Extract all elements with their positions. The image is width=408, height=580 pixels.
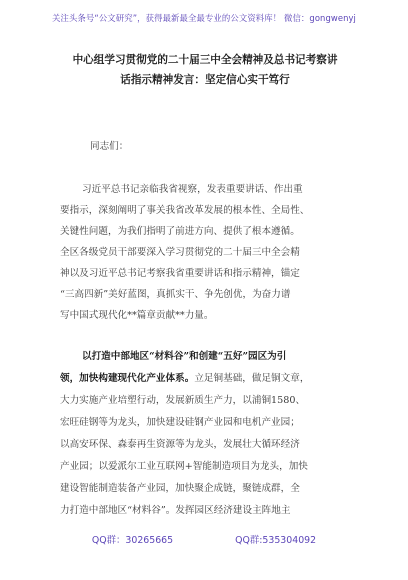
body-line: “三高四新”美好蓝图，真抓实干、争先创优，为奋力谱 xyxy=(60,289,291,300)
body-line: 建设智能制造装备产业园，加快聚企成链，聚链成群，全 xyxy=(60,483,300,494)
section-heading-line-2: 领，加快构建现代化产业体系。 xyxy=(60,373,195,384)
top-banner: 关注头条号“公文研究”，获得最新最全最专业的公文资料库！ 微信：gongwenyj xyxy=(52,13,356,23)
salutation: 同志们： xyxy=(90,141,129,152)
body-line: 全区各级党员干部要深入学习贯彻党的二十届三中全会精 xyxy=(60,247,300,258)
body-line: 关键性问题，为我们指明了前进方向、提供了根本遵循。 xyxy=(60,226,300,237)
section-line xyxy=(60,374,360,384)
body-line: 写中国式现代化**篇章贡献**力量。 xyxy=(60,310,214,321)
body-line: 以高安环保、森泰再生资源等为龙头，发展壮大循环经济 xyxy=(60,439,300,450)
footer-qq-group-2: QQ群:535304092 xyxy=(235,535,317,546)
body-line: 习近平总书记亲临我省视察，发表重要讲话、作出重 xyxy=(82,184,303,195)
footer xyxy=(0,532,408,546)
document-title-line-2: 话指示精神发言：坚定信心实干笃行 xyxy=(120,74,290,86)
document-title-line-1: 中心组学习贯彻党的二十届三中全会精神及总书记考察讲 xyxy=(72,54,338,66)
body-line: 宏旺硅钢等为龙头，加快建设硅钢产业园和电机产业园； xyxy=(60,417,300,428)
body-line: 产业园；以爱派尔工业互联网+智能制造项目为龙头，加快 xyxy=(60,461,308,472)
section-text: 立足铜基础，做足铜文章， xyxy=(194,373,310,384)
body-line: 力打造中部地区“材料谷”。发挥园区经济建设主阵地主 xyxy=(60,505,291,516)
body-line: 要指示，深刻阐明了事关我省改革发展的根本性、全局性、 xyxy=(60,205,310,216)
body-line: 大力实施产业培塑行动，发展新质生产力，以浦铜1580、 xyxy=(60,395,306,406)
section-heading-line-1: 以打造中部地区“材料谷”和创建“五好”园区为引 xyxy=(82,351,287,362)
body-line: 神以及习近平总书记考察我省重要讲话和指示精神，锚定 xyxy=(60,268,300,279)
footer-qq-group-1: QQ群：30265665 xyxy=(91,535,174,546)
